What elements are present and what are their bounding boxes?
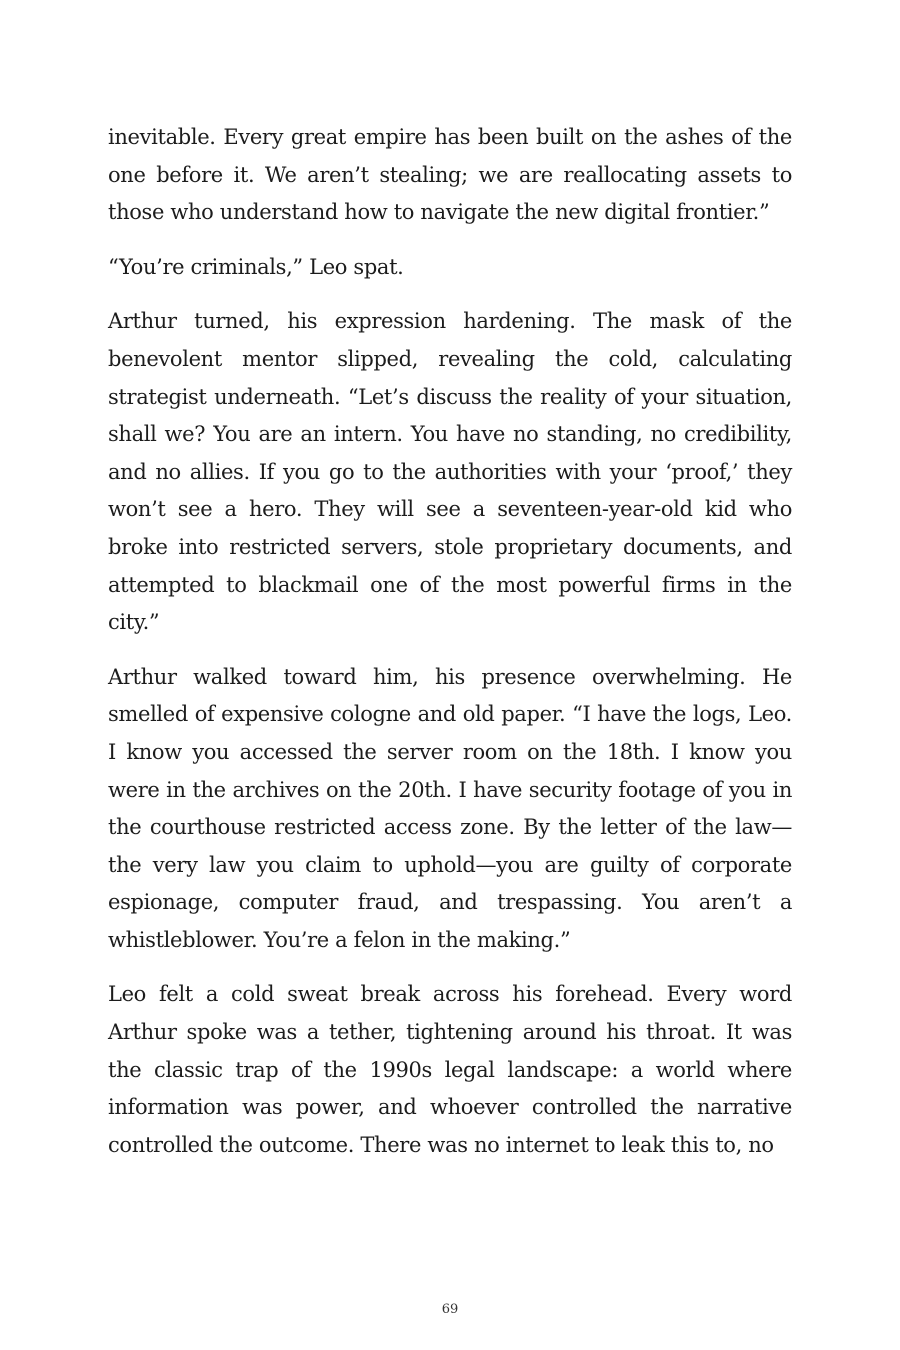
paragraph-2: “You’re criminals,” Leo spat.	[108, 254, 404, 279]
page-number: 69	[441, 1302, 459, 1317]
paragraph-4: Arthur walked toward him, his presence overwhelming. He smelled of expensive cologne and old paper. “I have the logs, Leo. I know you accessed the server room on the 18th. I know you were in the archives on the 20th. I have security footage of you in the courthouse restricted access zone. By the letter of the law—the very law you claim to uphold—you are guilty of corporate espionage, computer fraud, and trespassing. You aren’t a whistleblower. You’re a felon in the making.”	[108, 664, 792, 952]
body-text	[108, 119, 792, 1164]
paragraph-3: Arthur turned, his expression hardening. The mask of the benevolent mentor slipped, revealing the cold, calculating strategist underneath. “Let’s discuss the reality of your situation, shall we? You are an intern. You have no standing, no credibility, and no allies. If you go to the authorities with your ‘proof,’ they won’t see a hero. They will see a seventeen-year-old kid who broke into restricted servers, stole proprietary documents, and attempted to blackmail one of the most powerful firms in the city.”	[108, 309, 792, 635]
paragraph-5: Leo felt a cold sweat break across his forehead. Every word Arthur spoke was a tether, tightening around his throat. It was the classic trap of the 1990s legal landscape: a world where information was power, and whoever controlled the narrative controlled the outcome. There was no internet to leak this to, no	[108, 982, 792, 1157]
paragraph-1: inevitable. Every great empire has been built on the ashes of the one before it. We aren’t stealing; we are reallocating assets to those who understand how to navigate the new digital frontier.”	[108, 125, 792, 225]
